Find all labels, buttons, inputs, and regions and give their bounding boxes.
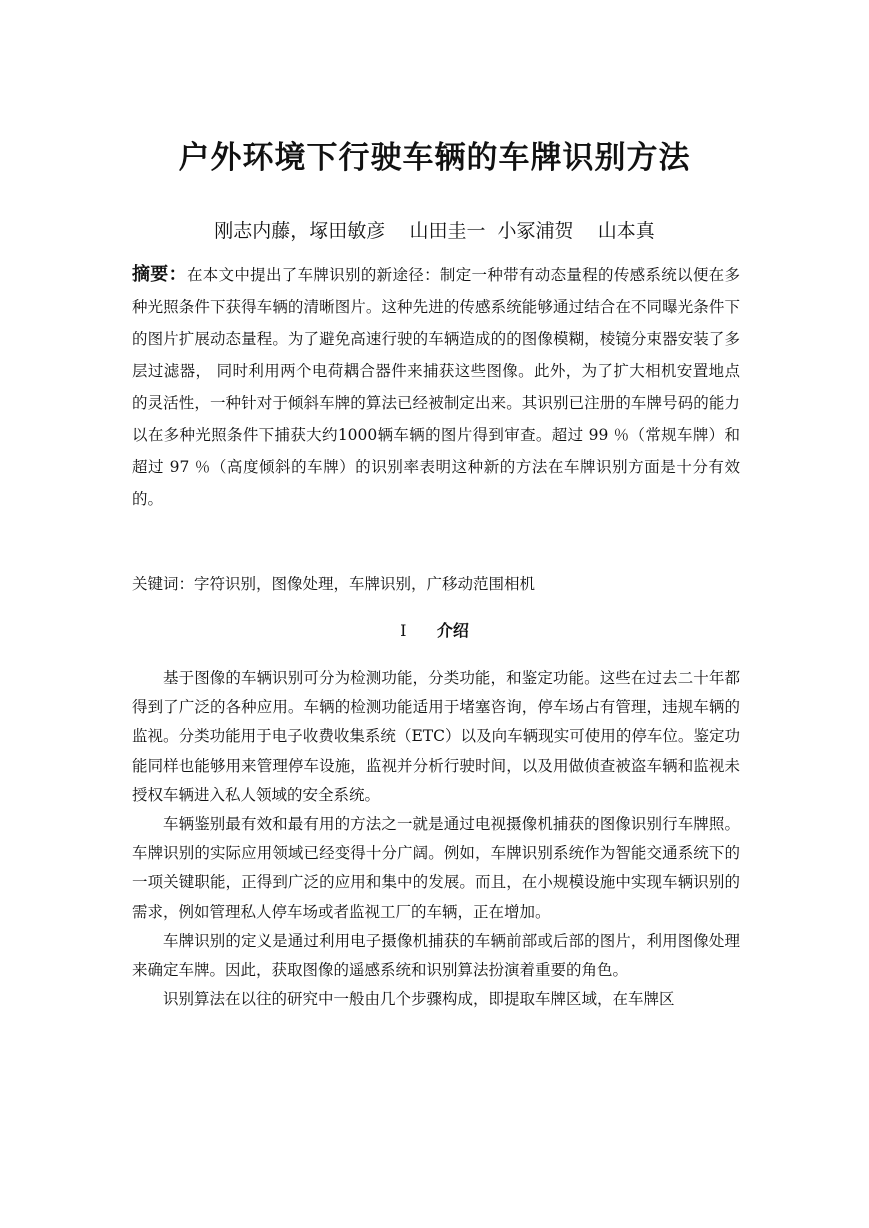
abstract: [132, 259, 740, 515]
section-title: 介绍: [436, 621, 469, 640]
section-body: [132, 664, 740, 1014]
author-list: 刚志内藤，塚田敏彦 山田圭一 小冢浦贺 山本真: [214, 220, 655, 242]
paper-title: 户外环境下行驶车辆的车牌识别方法: [178, 140, 691, 176]
keywords: 关键词：字符识别，图像处理，车牌识别，广移动范围相机: [132, 575, 536, 593]
body-paragraph: 识别算法在以往的研究中一般由几个步骤构成，即提取车牌区域，在车牌区: [163, 990, 675, 1009]
body-paragraph: 车牌识别的定义是通过利用电子摄像机捕获的车辆前部或后部的图片，利用图像处理来确定车牌。因此，获取图像的遥感系统和识别算法扮演着重要的角色。: [132, 931, 740, 980]
body-paragraph: 车辆鉴别最有效和最有用的方法之一就是通过电视摄像机捕获的图像识别行车牌照。车牌识别的实际应用领域已经变得十分广阔。例如，车牌识别系统作为智能交通系统下的一项关键职能，正得到广泛的应用和集中的发展。而且，在小规模设施中实现车辆识别的需求，例如管理私人停车场或者监视工厂的车辆，正在增加。: [132, 815, 740, 921]
body-paragraph: 基于图像的车辆识别可分为检测功能，分类功能，和鉴定功能。这些在过去二十年都得到了广泛的各种应用。车辆的检测功能适用于堵塞咨询，停车场占有管理，违规车辆的监视。分类功能用于电子收费收集系统（ETC）以及向车辆现实可使用的停车位。鉴定功能同样也能够用来管理停车设施，监视并分析行驶时间，以及用做侦查被盗车辆和监视未授权车辆进入私人领域的安全系统。: [132, 669, 740, 804]
abstract-label: 摘要：: [132, 264, 187, 285]
section-heading: [0, 615, 869, 647]
section-number: I: [400, 621, 407, 640]
abstract-text: 在本文中提出了车牌识别的新途径：制定一种带有动态量程的传感系统以便在多种光照条件下获得车辆的清晰图片。这种先进的传感系统能够通过结合在不同曝光条件下的图片扩展动态量程。为了避免高速行驶的车辆造成的的图像模糊，棱镜分束器安装了多层过滤器， 同时利用两个电荷耦合器件来捕获这些图像。此外，为了扩大相机安置地点的灵活性，一种针对于倾斜车牌的算法已经被制定出来。其识别已注册的车牌号码的能力以在多种光照条件下捕获大约1000辆车辆的图片得到审查。超过 99 ％（常规车牌）和超过 97 ％（高度倾斜的车牌）的识别率表明这种新的方法在车牌识别方面是十分有效的。: [132, 266, 740, 508]
